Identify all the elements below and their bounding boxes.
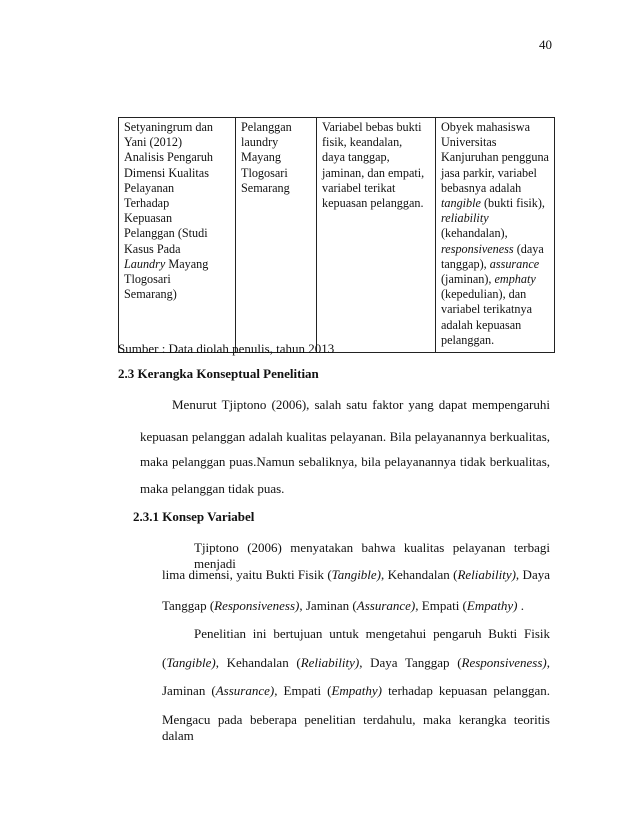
- cell-line: [441, 302, 549, 317]
- text-run: , Kehandalan (: [381, 567, 458, 582]
- paragraph-line: [140, 429, 550, 445]
- cell-line: [441, 196, 549, 211]
- cell-line: [441, 257, 549, 272]
- paragraph-line: [162, 567, 550, 583]
- text-run: fisik, keandalan,: [322, 135, 403, 150]
- text-run: lima dimensi, yaitu Bukti Fisik (: [162, 567, 332, 582]
- text-run: (kepedulian), dan: [441, 287, 527, 302]
- cell-line: [241, 135, 311, 150]
- paragraph-line: [172, 397, 550, 413]
- text-run: Mengacu pada beberapa penelitian terdahulu, maka kerangka teoritis dalam: [162, 712, 550, 743]
- paragraph-line: [162, 598, 550, 614]
- text-run: maka pelanggan tidak puas.: [140, 481, 285, 496]
- text-run: , Kehandalan (: [215, 655, 301, 670]
- text-run: Setyaningrum dan: [124, 120, 214, 134]
- text-run: laundry: [241, 135, 279, 150]
- cell-line: [124, 272, 230, 287]
- cell-line: [322, 135, 430, 150]
- text-run: , Daya Tanggap (: [359, 655, 462, 670]
- cell-line: [241, 120, 311, 135]
- text-run: Penelitian ini bertujuan untuk mengetahui pengaruh Bukti Fisik: [194, 626, 550, 641]
- text-run: Tjiptono (2006) menyatakan bahwa kualitas pelayanan terbagi menjadi: [194, 540, 550, 571]
- text-run: Tlogosari: [241, 165, 288, 180]
- text-run: Variabel bebas bukti: [322, 120, 422, 134]
- text-run: Universitas: [441, 135, 497, 150]
- text-run: Dimensi Kualitas: [124, 165, 209, 180]
- cell-line: [241, 166, 311, 181]
- text-run: Tanggap (: [162, 598, 215, 613]
- cell-line: [124, 211, 230, 226]
- cell-line: [322, 166, 430, 181]
- italic-term: Tangible): [166, 655, 216, 670]
- cell-line: [124, 226, 230, 241]
- text-run: Semarang: [241, 180, 290, 195]
- cell-line: [441, 120, 549, 135]
- italic-term: tangible: [441, 196, 481, 211]
- text-run: kepuasan pelanggan.: [322, 196, 424, 211]
- cell-line: [241, 150, 311, 165]
- cell-line: [441, 135, 549, 150]
- text-run: Kepuasan: [124, 211, 173, 226]
- text-run: Semarang): [124, 287, 177, 302]
- italic-term: responsiveness: [441, 241, 514, 256]
- text-run: (bukti fisik),: [480, 196, 545, 211]
- cell-line: [441, 242, 549, 257]
- text-run: .: [517, 598, 524, 613]
- text-run: bebasnya adalah: [441, 180, 522, 195]
- italic-term: Assurance): [215, 683, 275, 698]
- cell-line: [441, 226, 549, 241]
- paragraph-line: [140, 454, 550, 470]
- cell-line: [322, 181, 430, 196]
- text-run: Kanjuruhan pengguna: [441, 150, 549, 165]
- text-run: adalah kepuasan: [441, 317, 522, 332]
- italic-term: Laundry: [124, 256, 166, 271]
- text-run: jasa parkir, variabel: [441, 165, 537, 180]
- italic-term: emphaty: [494, 272, 536, 287]
- italic-term: Responsiveness): [461, 655, 547, 670]
- cell-line: [241, 181, 311, 196]
- text-run: Pelanggan (Studi: [124, 226, 208, 241]
- cell-line: [441, 211, 549, 226]
- text-run: jaminan, dan empati,: [322, 165, 425, 180]
- italic-term: Reliability): [457, 567, 516, 582]
- cell-line: [322, 120, 430, 135]
- cell-line: [441, 333, 549, 348]
- cell-line: [322, 150, 430, 165]
- italic-term: Empathy): [331, 683, 383, 698]
- paragraph-line: [194, 626, 550, 642]
- cell-line: [124, 120, 230, 135]
- subsection-heading: 2.3.1 Konsep Variabel: [133, 509, 255, 524]
- text-run: variabel terikatnya: [441, 302, 533, 317]
- italic-term: assurance: [489, 256, 540, 271]
- text-run: (daya: [513, 241, 544, 256]
- text-run: (kehandalan),: [441, 226, 508, 241]
- page-number: 40: [539, 37, 552, 52]
- table-cell-results: [436, 118, 555, 353]
- literature-review-table: [118, 117, 555, 353]
- paragraph-line: [162, 683, 550, 699]
- cell-line: [322, 196, 430, 211]
- cell-line: [124, 135, 230, 150]
- text-run: Obyek mahasiswa: [441, 120, 531, 134]
- cell-line: [124, 196, 230, 211]
- text-run: , Daya: [515, 567, 550, 582]
- text-run: (jaminan),: [441, 272, 495, 287]
- paragraph-line: [140, 481, 550, 497]
- italic-term: Tangible): [331, 567, 382, 582]
- table-cell-sample: [236, 118, 317, 353]
- text-run: Mayang: [241, 150, 281, 165]
- text-run: (: [162, 655, 167, 670]
- text-run: Menurut Tjiptono (2006), salah satu faktor yang dapat mempengaruhi: [172, 397, 550, 412]
- text-run: Yani (2012): [124, 135, 183, 150]
- cell-line: [441, 181, 549, 196]
- text-run: ,: [546, 655, 550, 670]
- cell-line: [124, 287, 230, 302]
- cell-line: [441, 318, 549, 333]
- italic-term: reliability: [441, 211, 489, 226]
- text-run: tanggap),: [441, 256, 490, 271]
- italic-term: Empathy): [466, 598, 518, 613]
- cell-line: [124, 150, 230, 165]
- text-run: , Jaminan (: [299, 598, 357, 613]
- cell-line: [124, 166, 230, 181]
- text-run: , Empati (: [415, 598, 467, 613]
- paragraph-line: [162, 655, 550, 671]
- table-cell-researcher-title: [119, 118, 236, 353]
- paragraph-line: [162, 712, 550, 744]
- text-run: Mayang: [165, 256, 209, 271]
- italic-term: Reliability): [300, 655, 360, 670]
- text-run: Analisis Pengaruh: [124, 150, 214, 165]
- text-run: maka pelanggan puas.Namun sebaliknya, bila pelayanannya tidak berkualitas,: [140, 454, 550, 469]
- cell-line: [441, 272, 549, 287]
- italic-term: Assurance): [356, 598, 416, 613]
- text-run: , Empati (: [274, 683, 332, 698]
- text-run: Pelayanan: [124, 180, 175, 195]
- cell-line: [124, 257, 230, 272]
- text-run: pelanggan.: [441, 332, 495, 347]
- table-row: [119, 118, 555, 353]
- table-cell-variables: [317, 118, 436, 353]
- cell-line: [124, 181, 230, 196]
- text-run: Terhadap: [124, 196, 170, 211]
- text-run: Tlogosari: [124, 272, 171, 287]
- text-run: Pelanggan: [241, 120, 292, 134]
- text-run: Jaminan (: [162, 683, 216, 698]
- table-source-note: Sumber : Data diolah penulis, tahun 2013: [118, 341, 335, 356]
- cell-line: [441, 166, 549, 181]
- text-run: terhadap kepuasan pelanggan.: [382, 683, 550, 698]
- cell-line: [124, 242, 230, 257]
- cell-line: [441, 287, 549, 302]
- italic-term: Responsiveness): [214, 598, 300, 613]
- cell-line: [441, 150, 549, 165]
- section-heading: 2.3 Kerangka Konseptual Penelitian: [118, 366, 319, 381]
- text-run: Kasus Pada: [124, 241, 181, 256]
- text-run: kepuasan pelanggan adalah kualitas pelayanan. Bila pelayanannya berkualitas,: [140, 429, 550, 444]
- text-run: daya tanggap,: [322, 150, 390, 165]
- text-run: variabel terikat: [322, 180, 396, 195]
